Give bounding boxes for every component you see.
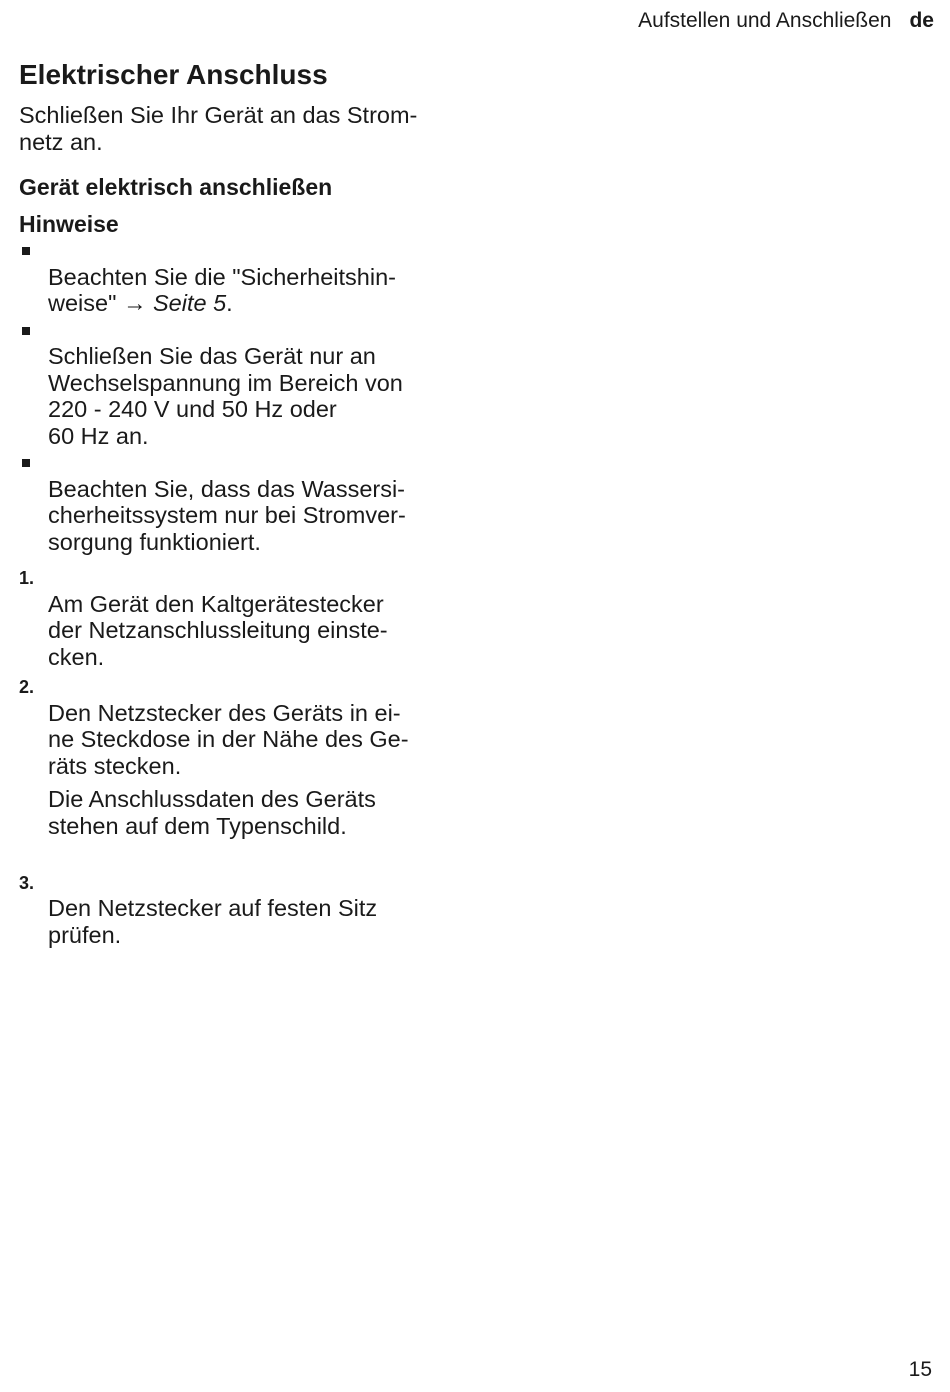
step-number: 3. bbox=[19, 872, 35, 893]
step-number: 1. bbox=[19, 568, 35, 588]
note-item bbox=[19, 237, 459, 317]
note-text: Beachten Sie die "Sicherheitshin- weise" bbox=[48, 263, 396, 316]
main-column bbox=[19, 58, 459, 948]
step-item bbox=[19, 869, 459, 949]
section-title: Elektrischer Anschluss bbox=[19, 59, 328, 90]
step-text: Am Gerät den Kaltgerätestecker der Netzanschlussleitung einste- cken. bbox=[48, 590, 388, 670]
step-item bbox=[19, 564, 459, 670]
step-item bbox=[19, 673, 459, 866]
note-punctuation: . bbox=[226, 290, 233, 316]
square-bullet-icon bbox=[22, 247, 30, 255]
step-result: Die Anschlussdaten des Geräts stehen auf dem Typenschild. bbox=[48, 786, 376, 839]
chapter-title: Aufstellen und Anschließen bbox=[638, 9, 892, 32]
running-header bbox=[638, 8, 934, 34]
arrow-right-icon: → bbox=[122, 290, 147, 316]
intro-paragraph: Schließen Sie Ihr Gerät an das Strom- netz an. bbox=[19, 102, 418, 155]
note-item bbox=[19, 449, 459, 555]
notes-title: Hinweise bbox=[19, 211, 119, 237]
step-text: Den Netzstecker des Geräts in ei- ne Steckdose in der Nähe des Ge- räts stecken. bbox=[48, 699, 409, 779]
subsection-title: Gerät elektrisch anschließen bbox=[19, 174, 333, 200]
step-number: 2. bbox=[19, 677, 35, 697]
note-text: Beachten Sie, dass das Wassersi- cherheitssystem nur bei Stromver- sorgung funktioniert. bbox=[48, 475, 406, 555]
steps-list bbox=[19, 564, 459, 948]
step-text: Den Netzstecker auf festen Sitz prüfen. bbox=[48, 895, 378, 948]
note-text: Schließen Sie das Gerät nur an Wechselspannung im Bereich von 220 - 240 V und 50 Hz oder 60 Hz an. bbox=[48, 343, 403, 449]
square-bullet-icon bbox=[22, 327, 30, 335]
page-reference-link[interactable]: Seite 5 bbox=[152, 290, 227, 316]
notes-list bbox=[19, 237, 459, 555]
square-bullet-icon bbox=[22, 459, 30, 467]
note-item bbox=[19, 317, 459, 450]
page-number: 15 bbox=[908, 1358, 932, 1381]
language-code: de bbox=[909, 9, 934, 32]
